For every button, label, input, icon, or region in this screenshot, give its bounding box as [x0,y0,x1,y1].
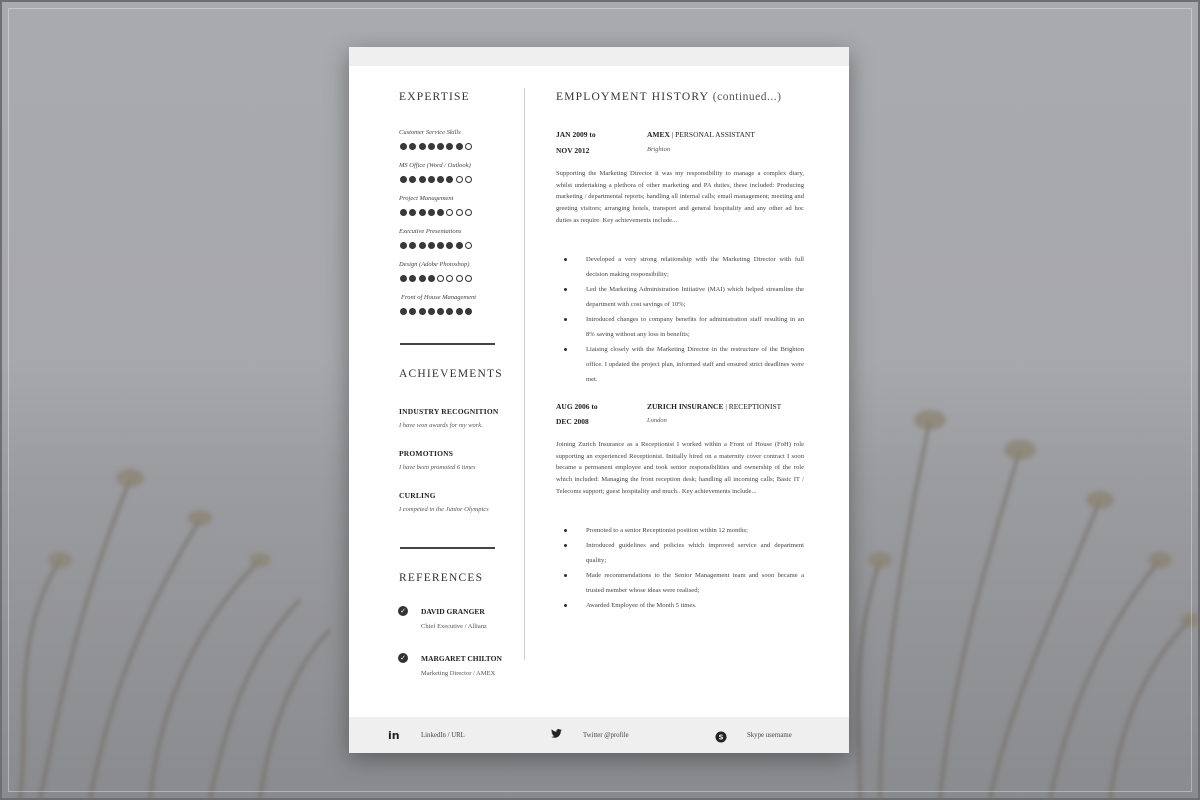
rating-dot-filled [409,209,416,216]
rating-dot-empty [465,209,472,216]
skill-rating [400,242,472,249]
check-icon: ✓ [398,606,408,616]
rating-dot-filled [456,143,463,150]
list-item: Led the Marketing Administration Initiative (MAI) which helped streamline the department with cost savings of 10%; [556,282,804,312]
rating-dot-filled [400,275,407,282]
rating-dot-filled [419,308,426,315]
achievement-title: PROMOTIONS [399,449,454,458]
references-title: REFERENCES [399,572,484,584]
achievement-description: I competed in the Junior Olympics [399,506,489,513]
rating-dot-filled [409,275,416,282]
rating-dot-empty [456,275,463,282]
list-item: Liaising closely with the Marketing Director in the restructure of the Brighton office. I updated the project plan, informed staff and ensured strict deadlines were met. [556,342,804,387]
skill-rating [400,275,472,282]
rating-dot-filled [437,143,444,150]
job-title [647,402,781,411]
rating-dot-filled [409,308,416,315]
rating-dot-filled [400,242,407,249]
rating-dot-empty [437,275,444,282]
skill-label: Design (Adobe Photoshop) [399,261,470,268]
rating-dot-empty [465,242,472,249]
achievement-title: CURLING [399,491,436,500]
section-divider [400,547,495,549]
rating-dot-filled [419,143,426,150]
rating-dot-filled [409,242,416,249]
rating-dot-filled [428,275,435,282]
reference-name: MARGARET CHILTON [421,654,502,663]
rating-dot-filled [419,242,426,249]
rating-dot-filled [428,176,435,183]
list-item: Made recommendations to the Senior Management team and soon became a trusted member whose ideas were realised; [556,568,804,598]
rating-dot-filled [446,308,453,315]
page-top-band [349,47,849,66]
resume-page [349,47,849,753]
job-position: | PERSONAL ASSISTANT [669,130,755,139]
job-summary: Joining Zurich Insurance as a Receptionist I worked within a Front of House (FoH) role supporting an experienced Receptionist. Initially hired on a maternity cover contract I soon became a permanent employee and took senior responsibilities and ownership of the role which included: Managing the front reception desk; handling all incoming calls; Basic IT / Telecoms support; guest hospitality and much.. Key achievements include... [556,441,804,495]
rating-dot-filled [456,242,463,249]
skill-label: Customer Service Skills [399,129,461,136]
rating-dot-empty [465,275,472,282]
job-date-from: JAN 2009 to [556,130,596,139]
reference-role: Chief Executive / Allianz [421,623,487,630]
rating-dot-filled [428,143,435,150]
achievement-description: I have won awards for my work. [399,422,483,429]
rating-dot-empty [456,209,463,216]
rating-dot-filled [428,308,435,315]
list-item: Promoted to a senior Receptionist position within 12 months; [556,523,804,538]
check-icon: ✓ [398,653,408,663]
column-divider [524,88,525,660]
job-achievements [556,252,804,387]
employment-title-main: EMPLOYMENT HISTORY [556,91,709,103]
employment-title-suffix: (continued...) [712,91,782,103]
rating-dot-filled [428,209,435,216]
skill-rating [400,308,472,315]
skill-label: Project Management [399,195,454,202]
skill-label: Executive Presentations [399,228,462,235]
job-company: AMEX [647,130,670,139]
rating-dot-filled [437,176,444,183]
rating-dot-empty [446,275,453,282]
job-achievements [556,523,804,613]
job-position: | RECEPTIONIST [723,402,782,411]
list-item: Introduced guidelines and policies which improved service and department quality; [556,538,804,568]
rating-dot-filled [437,242,444,249]
section-divider [400,343,495,345]
rating-dot-filled [465,308,472,315]
achievement-title: INDUSTRY RECOGNITION [399,407,499,416]
rating-dot-filled [446,242,453,249]
twitter-icon [551,729,562,741]
twitter-handle: Twitter @profile [583,732,629,739]
rating-dot-filled [446,176,453,183]
skype-username: Skype username [747,732,792,739]
rating-dot-filled [400,143,407,150]
skill-label: MS Office (Word / Outlook) [399,162,471,169]
achievement-description: I have been promoted 6 times [399,464,476,471]
reference-name: DAVID GRANGER [421,607,485,616]
rating-dot-filled [419,209,426,216]
rating-dot-filled [456,308,463,315]
skill-label: Front of House Management [401,294,477,301]
rating-dot-empty [465,143,472,150]
job-date-from: AUG 2006 to [556,402,598,411]
reference-role: Marketing Director / AMEX [421,670,496,677]
rating-dot-filled [400,308,407,315]
job-summary: Supporting the Marketing Director it was my responsibility to manage a complex diary, whilst undertaking a plethora of other marketing and PA duties, these included: Producing marketing / departmental reports; handling all internal calls; email management; meeting and greeting visitors; arranging hotels, transport and general hospitality and any other ad hoc duties as require. Key achievements include... [556,170,804,224]
rating-dot-filled [400,209,407,216]
job-company: ZURICH INSURANCE [647,402,724,411]
rating-dot-filled [437,209,444,216]
skill-rating [400,209,472,216]
rating-dot-filled [446,143,453,150]
rating-dot-filled [419,275,426,282]
job-location: London [647,417,667,424]
rating-dot-filled [409,176,416,183]
rating-dot-empty [446,209,453,216]
rating-dot-filled [419,176,426,183]
list-item: Developed a very strong relationship with the Marketing Director with full decision making responsibility; [556,252,804,282]
rating-dot-empty [456,176,463,183]
job-title [647,130,755,139]
list-item: Introduced changes to company benefits for administration staff resulting in an 8% saving without any loss in benefits; [556,312,804,342]
job-date-to: DEC 2008 [556,417,589,426]
skill-rating [400,143,472,150]
rating-dot-filled [428,242,435,249]
employment-title [556,91,781,103]
skype-icon [715,728,727,747]
job-date-to: NOV 2012 [556,146,590,155]
job-location: Brighton [647,146,671,153]
svg-text:S: S [718,733,724,742]
rating-dot-filled [400,176,407,183]
linkedin-icon: in [388,729,400,742]
expertise-title: EXPERTISE [399,91,470,103]
rating-dot-filled [437,308,444,315]
rating-dot-filled [409,143,416,150]
skill-rating [400,176,472,183]
rating-dot-empty [465,176,472,183]
linkedin-url: LinkedIn / URL [421,732,465,739]
list-item: Awarded Employee of the Month 5 times. [556,598,804,613]
achievements-title: ACHIEVEMENTS [399,368,503,380]
